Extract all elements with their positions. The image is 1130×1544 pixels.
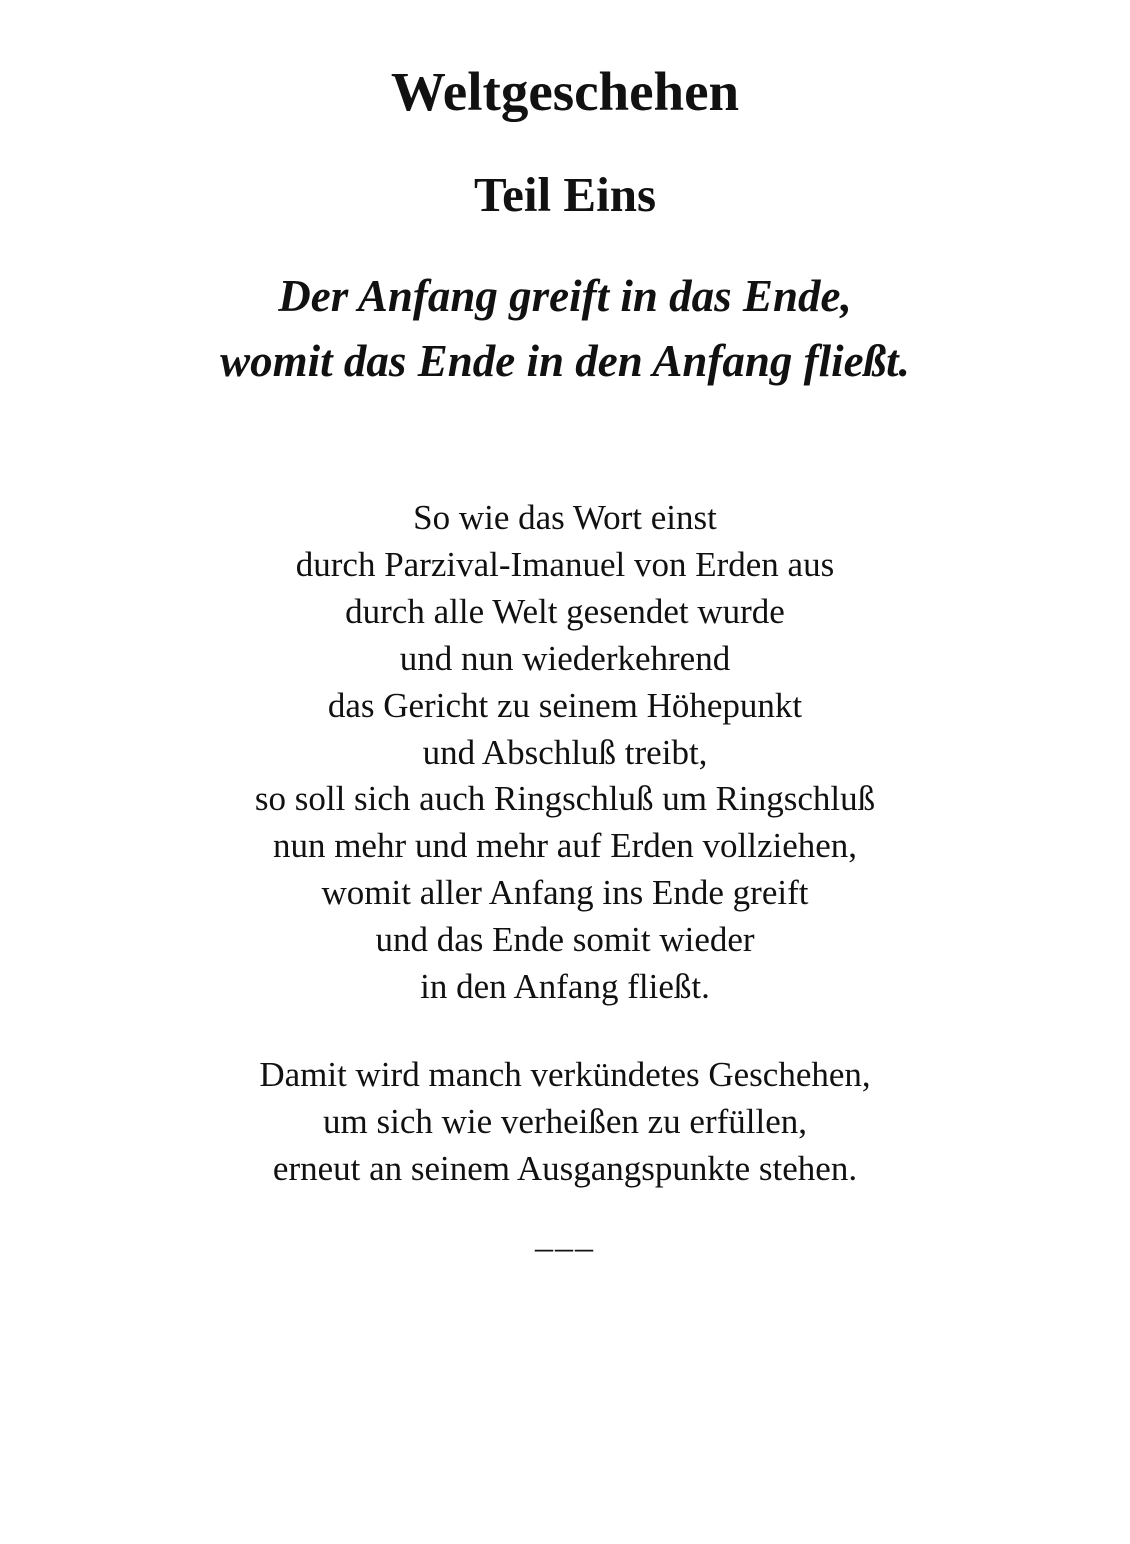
stanza-line: und Abschluß treibt,	[422, 732, 708, 772]
motto	[0, 264, 1130, 394]
stanza-line: nun mehr und mehr auf Erden vollziehen,	[272, 826, 858, 866]
stanza-line: so soll sich auch Ringschluß um Ringschluß	[254, 779, 876, 819]
stanza-line: erneut an seinem Ausgangspunkte stehen.	[272, 1148, 858, 1188]
motto-line: womit das Ende in den Anfang fließt.	[220, 336, 910, 386]
stanza-line: in den Anfang fließt.	[420, 967, 710, 1007]
motto-line: Der Anfang greift in das Ende,	[278, 271, 852, 321]
stanza-line: das Gericht zu seinem Höhepunkt	[327, 685, 803, 725]
stanza-line: und das Ende somit wieder	[375, 920, 755, 960]
page-subtitle: Teil Eins	[473, 167, 657, 222]
section-separator: –––	[535, 1227, 595, 1267]
stanza-line: So wie das Wort einst	[413, 498, 717, 537]
stanza-line: Damit wird manch verkündetes Geschehen,	[259, 1055, 871, 1094]
stanza-2	[0, 1052, 1130, 1193]
page-title: Weltgeschehen	[390, 61, 740, 122]
stanza-line: durch Parzival-Imanuel von Erden aus	[295, 544, 835, 584]
stanza-line: womit aller Anfang ins Ende greift	[321, 873, 809, 913]
stanza-line: um sich wie verheißen zu erfüllen,	[323, 1101, 807, 1141]
stanza-line: und nun wiederkehrend	[399, 638, 731, 678]
stanza-line: durch alle Welt gesendet wurde	[345, 591, 785, 631]
stanza-1	[0, 495, 1130, 1011]
